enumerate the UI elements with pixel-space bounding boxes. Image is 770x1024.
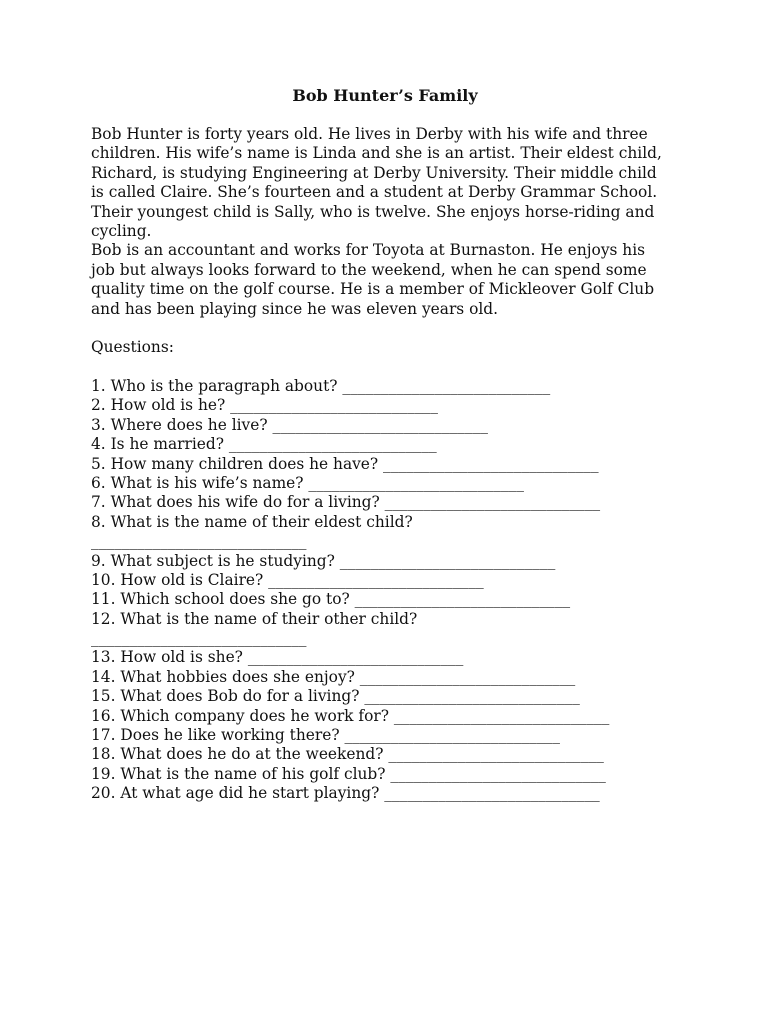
question-12: 12. What is the name of their other child? <box>91 609 418 628</box>
question-10: 10. How old is Claire? ____________________________ <box>91 570 484 589</box>
question-4: 4. Is he married? ___________________________ <box>91 435 437 454</box>
question-19: 19. What is the name of his golf club? ____________________________ <box>91 764 606 783</box>
paragraph-line: cycling. <box>91 221 152 240</box>
question-8: 8. What is the name of their eldest child? <box>91 512 413 531</box>
answer-line-12: ____________________________ <box>91 629 307 648</box>
paragraph-line: quality time on the golf course. He is a member of Mickleover Golf Club <box>91 280 655 299</box>
question-2: 2. How old is he? ___________________________ <box>91 396 438 415</box>
question-18: 18. What does he do at the weekend? ____________________________ <box>91 745 604 764</box>
paragraph-line: Richard, is studying Engineering at Derby University. Their middle child <box>91 163 657 182</box>
paragraph-line: Their youngest child is Sally, who is twelve. She enjoys horse-riding and <box>91 202 655 221</box>
paragraph-line: job but always looks forward to the weekend, when he can spend some <box>91 260 647 279</box>
paragraph-line: and has been playing since he was eleven years old. <box>91 299 499 318</box>
spacer <box>91 319 681 338</box>
paragraph-line: is called Claire. She’s fourteen and a student at Derby Grammar School. <box>91 183 658 202</box>
question-15: 15. What does Bob do for a living? ____________________________ <box>91 687 580 706</box>
question-5: 5. How many children does he have? ____________________________ <box>91 454 599 473</box>
questions-list <box>91 377 691 804</box>
question-17: 17. Does he like working there? ____________________________ <box>91 726 560 745</box>
question-16: 16. Which company does he work for? ____________________________ <box>91 706 610 725</box>
answer-line-8: ____________________________ <box>91 532 307 551</box>
paragraph-line: Bob is an accountant and works for Toyota at Burnaston. He enjoys his <box>91 241 646 260</box>
question-6: 6. What is his wife’s name? ____________________________ <box>91 473 524 492</box>
questions-heading: Questions: <box>91 338 174 357</box>
paragraph-line: Bob Hunter is forty years old. He lives in Derby with his wife and three <box>91 125 648 143</box>
question-13: 13. How old is she? ____________________________ <box>91 648 464 667</box>
question-9: 9. What subject is he studying? ____________________________ <box>91 551 556 570</box>
question-14: 14. What hobbies does she enjoy? ____________________________ <box>91 667 576 686</box>
question-11: 11. Which school does she go to? ____________________________ <box>91 590 571 609</box>
document-title: Bob Hunter’s Family <box>292 86 478 105</box>
question-7: 7. What does his wife do for a living? ____________________________ <box>91 493 601 512</box>
question-1: 1. Who is the paragraph about? ___________________________ <box>91 377 551 395</box>
question-20: 20. At what age did he start playing? ____________________________ <box>91 784 600 803</box>
question-3: 3. Where does he live? ____________________________ <box>91 415 488 434</box>
story-paragraph <box>91 125 681 358</box>
paragraph-line: children. His wife’s name is Linda and she is an artist. Their eldest child, <box>91 144 662 163</box>
